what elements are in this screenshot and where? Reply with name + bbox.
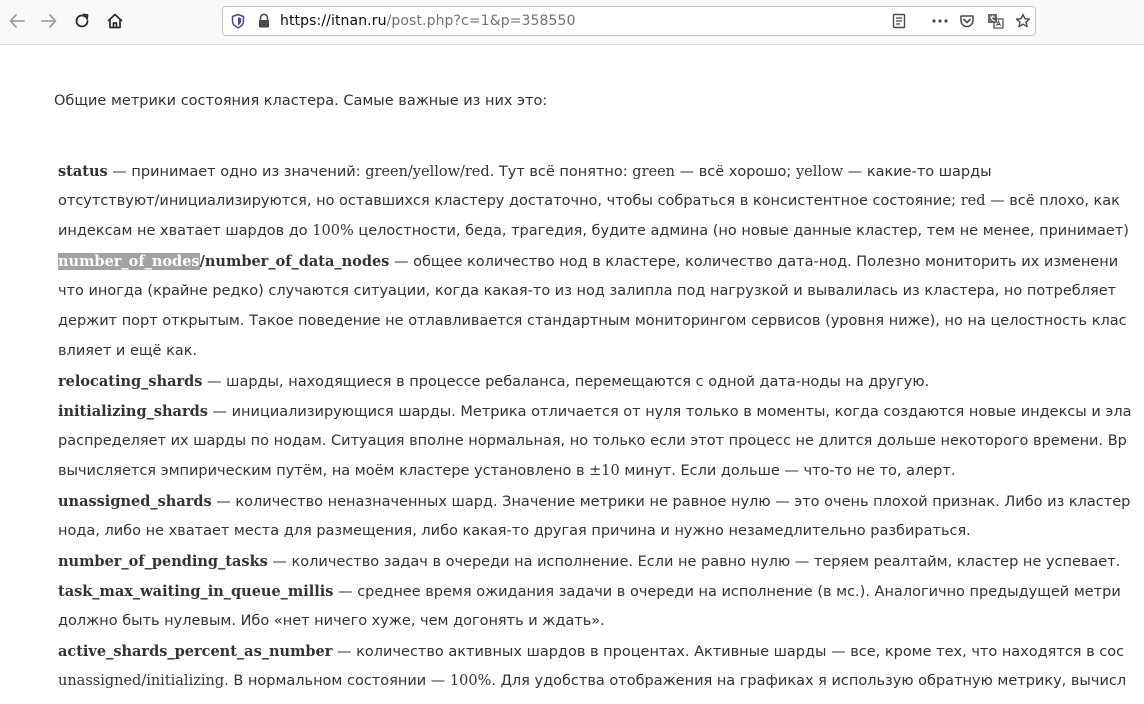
metric-name: status <box>58 163 108 180</box>
text-line: initializing_shards — инициализирующися шарды. Метрика отличается от нуля только в моменты, когда создаются новые индексы и эла <box>58 403 1132 420</box>
lock-icon[interactable] <box>257 13 271 33</box>
reload-icon <box>73 12 91 30</box>
address-bar[interactable] <box>222 6 1036 36</box>
text-line: что иногда (крайне редко) случаются ситуации, когда какая-то из нод залипла под нагрузкой и вывалилась из кластера, но потребляет <box>58 283 1117 299</box>
text-line: нода, либо не хватает места для размещения, либо какая-то другая причина и нужно незамедлительно разбираться. <box>58 523 971 539</box>
back-arrow-icon <box>8 12 26 30</box>
selected-text[interactable]: number_of_nodes <box>58 253 200 270</box>
translate-icon[interactable] <box>987 13 1005 33</box>
text-line: number_of_pending_tasks — количество задач в очереди на исполнение. Если не равно нулю — теряем реалтайм, кластер не успевает. <box>58 553 1121 570</box>
text-line: status — принимает одно из значений: green/yellow/red. Тут всё понятно: green — всё хорошо; yellow — какие-то шарды <box>58 163 992 180</box>
forward-arrow-icon <box>40 12 58 30</box>
metric-name: active_shards_percent_as_number <box>58 643 333 660</box>
home-button[interactable] <box>100 6 130 36</box>
article-content <box>0 45 1144 704</box>
text-line: unassigned_shards — количество неназначенных шард. Значение метрики не равное нулю — это очень плохой признак. Либо из кластер <box>58 493 1131 510</box>
text-line: должно быть нулевым. Ибо «нет ничего хуже, чем догонять и ждать». <box>58 613 605 629</box>
text-line: active_shards_percent_as_number — количество активных шардов в процентах. Активные шарды — все, кроме тех, что находятся в сос <box>58 643 1125 660</box>
text-line: вычисляется эмпирическим путём, на моём кластере установлено в ±10 минут. Если дольше — что-то не то, алерт. <box>58 463 956 479</box>
url-text[interactable] <box>280 13 576 29</box>
text-line: number_of_nodes/number_of_data_nodes — общее количество нод в кластере, количество дата-нод. Полезно мониторить их изменени <box>58 253 1119 270</box>
text-line: влияет и ещё как. <box>58 343 198 359</box>
text-line: task_max_waiting_in_queue_millis — среднее время ожидания задачи в очереди на исполнение (в мс.). Аналогично предыдущей метри <box>58 583 1121 600</box>
url-path: /post.php?c=1&p=358550 <box>386 13 576 29</box>
text-line: unassigned/initializing. В нормальном состоянии — 100%. Для удобства отображения на графиках я использую обратную метрику, вычисл <box>58 673 1127 689</box>
forward-button[interactable] <box>34 6 64 36</box>
reader-view-icon[interactable] <box>891 13 907 33</box>
metric-name: number_of_pending_tasks <box>58 553 268 570</box>
pocket-icon[interactable] <box>959 13 975 33</box>
home-icon <box>106 12 124 30</box>
tracking-shield-icon[interactable] <box>230 13 246 33</box>
metric-name: unassigned_shards <box>58 493 212 510</box>
back-button[interactable] <box>2 6 32 36</box>
metric-name: task_max_waiting_in_queue_millis <box>58 583 334 600</box>
text-line: распределяет их шарды по нодам. Ситуация вполне нормальная, но только если этот процесс не длится дольше некоторого времени. Вр <box>58 433 1127 449</box>
text-line: отсутствуют/инициализируются, но оставшихся кластеру достаточно, чтобы собраться в консистентное состояние; red — всё плохо, как <box>58 193 1120 209</box>
text-line: relocating_shards — шарды, находящиеся в процессе ребаланса, перемещаются с одной дата-ноды на другую. <box>58 373 930 390</box>
metric-name: /number_of_data_nodes <box>199 253 390 270</box>
metric-name: initializing_shards <box>58 403 208 420</box>
url-domain: https://itnan.ru <box>280 13 387 29</box>
browser-toolbar <box>0 0 1144 45</box>
text-line: держит порт открытым. Такое поведение не отлавливается стандартным мониторингом сервисов (уровня ниже), но на целостность клас <box>58 313 1127 329</box>
metric-name: relocating_shards <box>58 373 203 390</box>
text-line: индексам не хватает шардов до 100% целостности, беда, трагедия, будите админа (но новые данные кластер, тем не менее, принимает) <box>58 223 1129 239</box>
reload-button[interactable] <box>67 6 97 36</box>
bookmark-star-icon[interactable] <box>1015 13 1031 33</box>
more-actions-icon[interactable] <box>931 13 949 33</box>
article-intro: Общие метрики состояния кластера. Самые важные из них это: <box>54 93 548 109</box>
